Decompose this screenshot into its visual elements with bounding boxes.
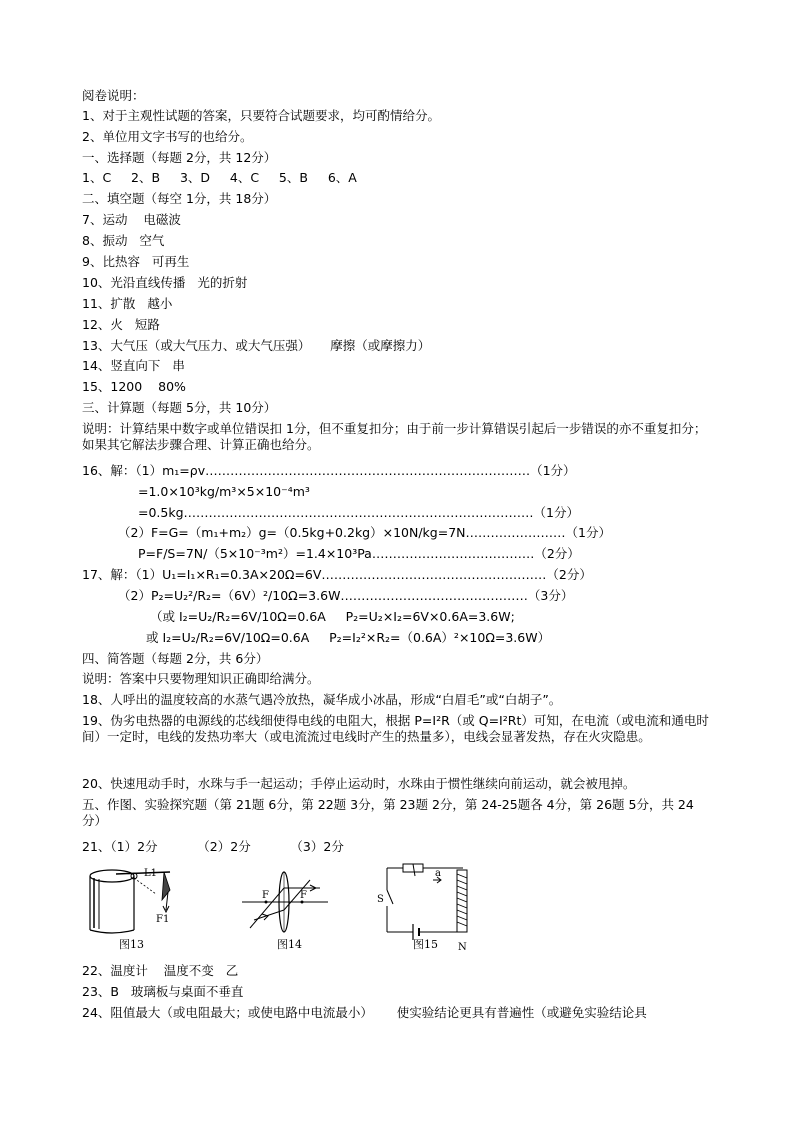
answer-18: 18、人呼出的温度较高的水蒸气遇冷放热，凝华成小冰晶，形成“白眉毛”或“白胡子”。 bbox=[82, 692, 562, 707]
q17-line-2: （2）P₂=U₂²/R₂=（6V）²/10Ω=3.6W………………………………………（3分） bbox=[118, 588, 574, 603]
figure-14-label-f-left: F bbox=[262, 890, 269, 901]
answer-11: 11、扩散 越小 bbox=[82, 296, 173, 311]
answer-7: 7、运动 电磁波 bbox=[82, 212, 181, 227]
q17-line-4: 或 I₂=U₂/R₂=6V/10Ω=0.6A P₂=I₂²×R₂=（0.6A）²×10Ω=3.6W） bbox=[146, 630, 551, 645]
section-1-answers: 1、C 2、B 3、D 4、C 5、B 6、A bbox=[82, 170, 357, 185]
figure-15-label-a: a bbox=[435, 868, 441, 879]
section-3-title: 三、计算题（每题 5分，共 10分） bbox=[82, 400, 277, 415]
figure-15-caption: 图15 bbox=[413, 938, 438, 951]
q16-line-2: =1.0×10³kg/m³×5×10⁻⁴m³ bbox=[138, 484, 310, 499]
figure-15-label-n: N bbox=[458, 942, 467, 953]
answer-19: 19、伪劣电热器的电源线的芯线细使得电线的电阻大，根据 P=I²R（或 Q=I²Rt）可知，在电流（或电流和通电时间）一定时，电线的发热功率大（或电流流过电线时产生的热量多），电线会显著发热，存在火灾隐患。 bbox=[82, 713, 709, 744]
q17-line-3: （或 I₂=U₂/R₂=6V/10Ω=0.6A P₂=U₂×I₂=6V×0.6A=3.6W; bbox=[150, 609, 515, 624]
figure-13-label-f1: F1 bbox=[156, 914, 170, 925]
answer-13: 13、大气压（或大气压力、或大气压强） 摩擦（或摩擦力） bbox=[82, 338, 431, 353]
figure-13-caption: 图13 bbox=[119, 938, 144, 951]
q16-line-5: P=F/S=7N/（5×10⁻³m²）=1.4×10³Pa…………………………………（2分） bbox=[138, 546, 580, 561]
figure-14-caption: 图14 bbox=[277, 938, 302, 951]
grading-notes-title: 阅卷说明： bbox=[82, 88, 145, 103]
answer-21: 21、（1）2分 （2）2分 （3）2分 bbox=[82, 839, 344, 854]
answer-12: 12、火 短路 bbox=[82, 317, 160, 332]
figure-13-diagram bbox=[86, 864, 184, 936]
figure-13-label-l1: L1 bbox=[144, 868, 158, 879]
answer-15: 15、1200 80% bbox=[82, 379, 186, 394]
section-5-title: 五、作图、实验探究题（第 21题 6分，第 22题 3分，第 23题 2分，第 24-25题各 4分，第 26题 5分，共 24分） bbox=[82, 797, 694, 828]
answer-20: 20、快速甩动手时，水珠与手一起运动；手停止运动时，水珠由于惯性继续向前运动，就会被甩掉。 bbox=[82, 776, 636, 791]
figure-14-diagram bbox=[240, 868, 330, 936]
answer-9: 9、比热容 可再生 bbox=[82, 254, 190, 269]
section-4-title: 四、简答题（每题 2分，共 6分） bbox=[82, 651, 269, 666]
answer-10: 10、光沿直线传播 光的折射 bbox=[82, 275, 248, 290]
answer-24: 24、阻值最大（或电阻最大；或使电路中电流最小） 使实验结论更具有普遍性（或避免实验结论具 bbox=[82, 1005, 647, 1020]
answer-14: 14、竖直向下 串 bbox=[82, 358, 185, 373]
answer-22: 22、温度计 温度不变 乙 bbox=[82, 963, 239, 978]
q17-line-1: 17、解：（1）U₁=I₁×R₁=0.3A×20Ω=6V………………………………………………（2分） bbox=[82, 567, 592, 582]
q16-line-3: =0.5kg…………………………………………………………………………（1分） bbox=[138, 505, 579, 520]
q16-line-4: （2）F=G=（m₁+m₂）g=（0.5kg+0.2kg）×10N/kg=7N……………………（1分） bbox=[118, 525, 611, 540]
section-1-title: 一、选择题（每题 2分，共 12分） bbox=[82, 150, 277, 165]
figure-15-label-s: S bbox=[377, 894, 384, 905]
section-4-note: 说明：答案中只要物理知识正确即给满分。 bbox=[82, 671, 320, 686]
section-2-title: 二、填空题（每空 1分，共 18分） bbox=[82, 191, 277, 206]
answer-23: 23、B 玻璃板与桌面不垂直 bbox=[82, 984, 244, 999]
q16-line-1: 16、解：（1）m₁=ρv……………………………………………………………………（1分） bbox=[82, 463, 576, 478]
answer-8: 8、振动 空气 bbox=[82, 233, 165, 248]
grading-note-2: 2、单位用文字书写的也给分。 bbox=[82, 129, 253, 144]
grading-note-1: 1、对于主观性试题的答案，只要符合试题要求，均可酌情给分。 bbox=[82, 108, 440, 123]
figure-14-label-f-right: F bbox=[300, 890, 307, 901]
section-3-note: 说明：计算结果中数字或单位错误扣 1分，但不重复扣分；由于前一步计算错误引起后一步错误的亦不重复扣分；如果其它解法步骤合理、计算正确也给分。 bbox=[82, 421, 707, 452]
